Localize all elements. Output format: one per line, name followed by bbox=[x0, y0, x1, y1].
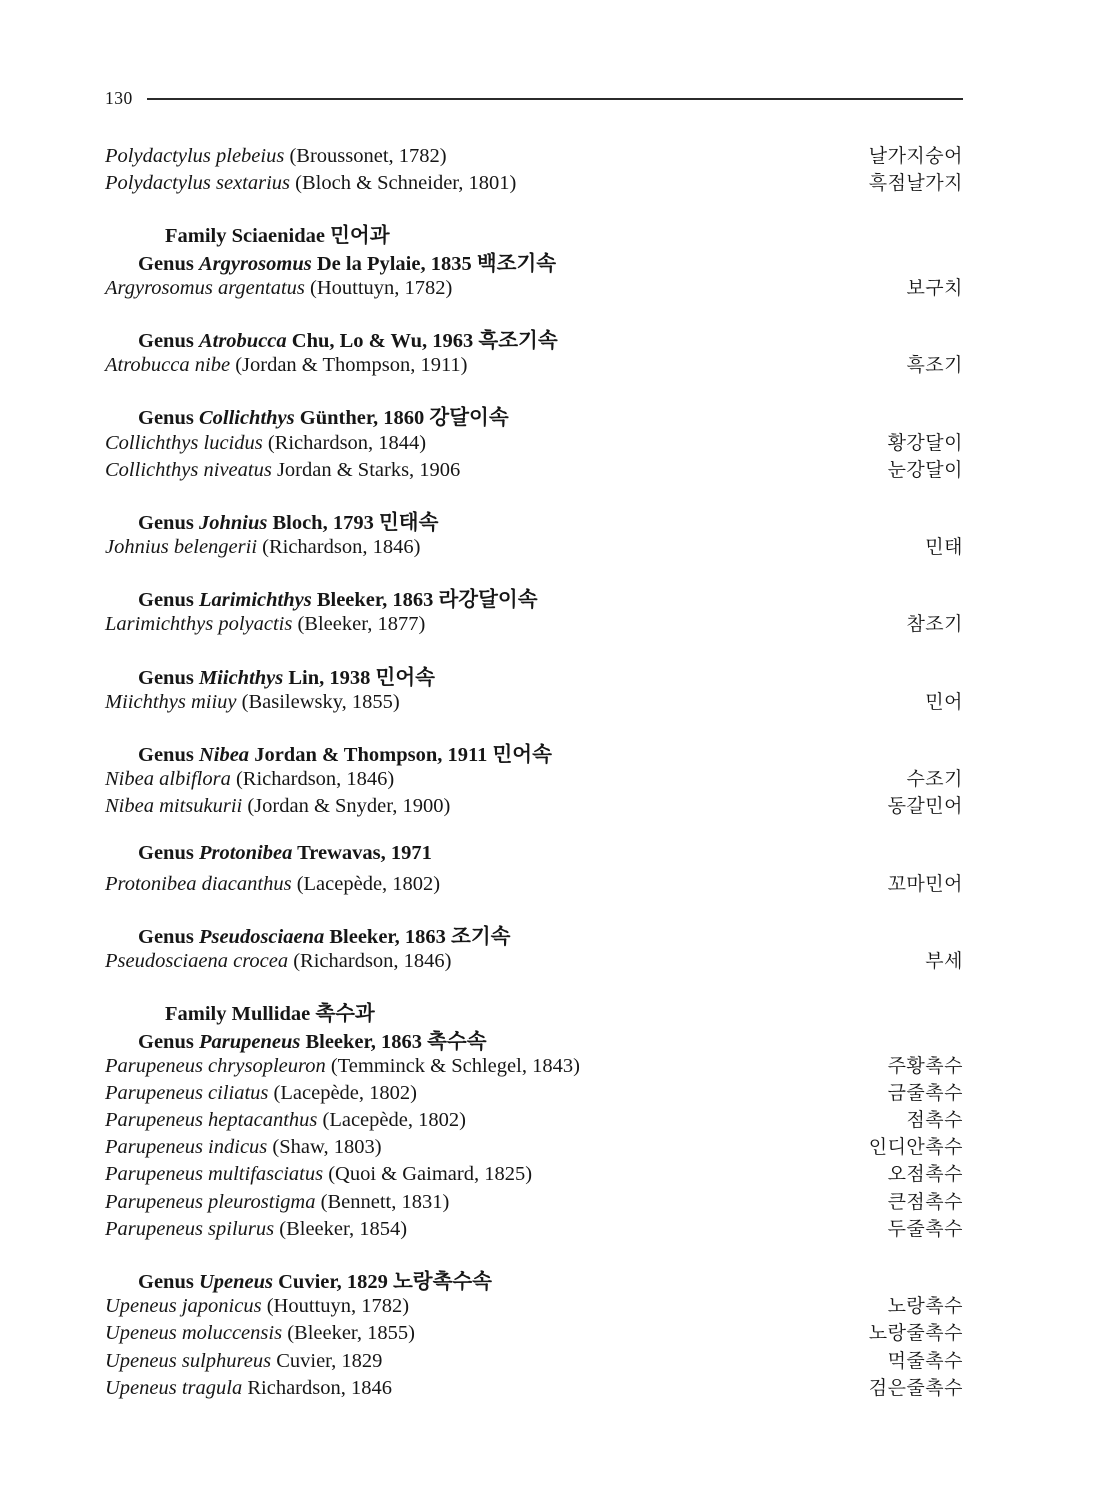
genus-name: Upeneus bbox=[198, 1271, 273, 1293]
author-year: (Shaw, 1803) bbox=[272, 1136, 382, 1159]
genus-author-korean: Chu, Lo & Wu, 1963 흑조기속 bbox=[291, 329, 558, 352]
species-name bbox=[105, 1218, 407, 1241]
species-row bbox=[105, 455, 963, 482]
species-row bbox=[105, 764, 963, 791]
genus-name: Johnius bbox=[198, 511, 268, 534]
genus-header-row bbox=[105, 400, 963, 430]
korean-name: 인디안촉수 bbox=[868, 1137, 963, 1159]
scientific-name: Collichthys lucidus bbox=[105, 431, 263, 454]
genus-prefix: Genus bbox=[138, 329, 194, 352]
genus-author-korean: Günther, 1860 강달이속 bbox=[299, 407, 509, 430]
genus-header-row bbox=[105, 1024, 963, 1051]
family-heading: Family Mullidae 촉수과 bbox=[165, 1003, 375, 1026]
species-row bbox=[105, 946, 963, 973]
author-year: (Bleeker, 1877) bbox=[297, 613, 426, 636]
genus-heading bbox=[105, 582, 538, 612]
scientific-name: Parupeneus chrysopleuron bbox=[105, 1054, 326, 1077]
author-year: (Houttuyn, 1782) bbox=[310, 276, 453, 299]
genus-author-korean: De la Pylaie, 1835 백조기속 bbox=[316, 252, 557, 275]
species-name bbox=[105, 950, 452, 973]
genus-heading bbox=[105, 400, 509, 430]
korean-name: 주황촉수 bbox=[887, 1055, 963, 1077]
genus-header-row bbox=[105, 246, 963, 273]
species-row bbox=[105, 1318, 963, 1345]
species-row bbox=[105, 1105, 963, 1132]
scientific-name: Pseudosciaena crocea bbox=[105, 950, 289, 973]
genus-name: Argyrosomus bbox=[198, 252, 312, 275]
species-row bbox=[105, 1078, 963, 1105]
genus-header-row bbox=[105, 323, 963, 350]
author-year: (Quoi & Gaimard, 1825) bbox=[328, 1163, 533, 1186]
species-name bbox=[105, 536, 420, 559]
genus-prefix: Genus bbox=[138, 252, 194, 275]
korean-name: 오점촉수 bbox=[887, 1164, 963, 1186]
genus-heading bbox=[105, 1264, 492, 1294]
genus-name: Pseudosciaena bbox=[198, 925, 325, 948]
species-name bbox=[105, 873, 440, 896]
author-year: (Lacepède, 1802) bbox=[273, 1081, 417, 1104]
korean-name: 점촉수 bbox=[906, 1110, 963, 1132]
genus-author-korean: Trewavas, 1971 bbox=[297, 841, 432, 864]
korean-name: 검은줄촉수 bbox=[868, 1377, 963, 1399]
genus-heading bbox=[105, 323, 558, 353]
korean-name: 눈강달이 bbox=[887, 459, 963, 481]
genus-heading bbox=[105, 737, 552, 767]
author-year: (Jordan & Thompson, 1911) bbox=[235, 354, 468, 377]
species-name bbox=[105, 432, 426, 455]
scientific-name: Upeneus japonicus bbox=[105, 1295, 262, 1318]
species-name bbox=[105, 691, 400, 714]
author-year: (Temminck & Schlegel, 1843) bbox=[330, 1054, 580, 1077]
scientific-name: Atrobucca nibe bbox=[105, 354, 231, 377]
genus-prefix: Genus bbox=[138, 841, 194, 864]
species-name bbox=[105, 1350, 382, 1373]
korean-name: 노랑촉수 bbox=[887, 1296, 963, 1318]
species-name bbox=[105, 795, 450, 818]
genus-author-korean: Cuvier, 1829 노랑촉수속 bbox=[278, 1271, 492, 1293]
author-year: (Lacepède, 1802) bbox=[322, 1109, 466, 1132]
species-row bbox=[105, 869, 963, 896]
species-row bbox=[105, 532, 963, 559]
author-year: (Richardson, 1846) bbox=[293, 950, 452, 973]
korean-name: 민태 bbox=[925, 537, 963, 559]
korean-name: 황강달이 bbox=[887, 432, 963, 454]
genus-name: Nibea bbox=[198, 744, 250, 766]
family-header-row bbox=[105, 218, 963, 248]
author-year: Cuvier, 1829 bbox=[276, 1349, 383, 1372]
genus-prefix: Genus bbox=[138, 589, 194, 612]
genus-name: Atrobucca bbox=[198, 329, 287, 352]
author-year: (Lacepède, 1802) bbox=[296, 872, 441, 895]
species-row bbox=[105, 609, 963, 636]
species-checklist bbox=[105, 141, 963, 1400]
species-name bbox=[105, 145, 447, 168]
scientific-name: Parupeneus pleurostigma bbox=[105, 1190, 316, 1213]
korean-name: 수조기 bbox=[906, 769, 963, 791]
genus-heading bbox=[105, 842, 432, 865]
species-name bbox=[105, 1322, 415, 1345]
species-row bbox=[105, 1373, 963, 1400]
scientific-name: Argyrosomus argentatus bbox=[105, 276, 305, 299]
genus-prefix: Genus bbox=[138, 925, 194, 948]
genus-author-korean: Bleeker, 1863 조기속 bbox=[329, 925, 511, 948]
genus-header-row bbox=[105, 842, 963, 869]
author-year: (Houttuyn, 1782) bbox=[266, 1295, 410, 1318]
scientific-name: Parupeneus heptacanthus bbox=[105, 1109, 318, 1132]
author-year: Jordan & Starks, 1906 bbox=[276, 458, 461, 481]
species-row bbox=[105, 1187, 963, 1214]
scientific-name: Parupeneus multifasciatus bbox=[105, 1163, 324, 1186]
genus-prefix: Genus bbox=[138, 666, 194, 689]
family-header-row bbox=[105, 996, 963, 1026]
scientific-name: Larimichthys polyactis bbox=[105, 613, 293, 636]
genus-author-korean: Bleeker, 1863 촉수속 bbox=[305, 1030, 487, 1053]
genus-prefix: Genus bbox=[138, 407, 194, 430]
korean-name: 큰점촉수 bbox=[887, 1191, 963, 1213]
species-row bbox=[105, 1051, 963, 1078]
genus-heading bbox=[105, 1024, 487, 1054]
genus-name: Collichthys bbox=[198, 407, 295, 430]
species-name bbox=[105, 613, 425, 636]
species-name bbox=[105, 1377, 392, 1400]
species-row bbox=[105, 168, 963, 195]
scientific-name: Johnius belengerii bbox=[105, 536, 258, 559]
genus-heading bbox=[105, 246, 556, 276]
scientific-name: Nibea mitsukurii bbox=[105, 795, 243, 818]
header-rule bbox=[147, 98, 963, 100]
genus-name: Protonibea bbox=[198, 841, 293, 864]
genus-name: Miichthys bbox=[198, 666, 284, 689]
species-row bbox=[105, 141, 963, 168]
species-row bbox=[105, 1346, 963, 1373]
genus-prefix: Genus bbox=[138, 1030, 194, 1053]
korean-name: 민어 bbox=[925, 691, 963, 713]
scientific-name: Upeneus sulphureus bbox=[105, 1349, 272, 1372]
species-name bbox=[105, 768, 394, 791]
genus-heading bbox=[105, 660, 435, 690]
korean-name: 흑조기 bbox=[906, 355, 963, 377]
author-year: (Jordan & Snyder, 1900) bbox=[247, 795, 451, 818]
author-year: (Bloch & Schneider, 1801) bbox=[295, 172, 517, 195]
scientific-name: Collichthys niveatus bbox=[105, 458, 272, 481]
scientific-name: Protonibea diacanthus bbox=[105, 872, 292, 895]
species-name bbox=[105, 1163, 532, 1186]
korean-name: 금줄촉수 bbox=[887, 1082, 963, 1104]
family-heading: Family Sciaenidae 민어과 bbox=[165, 225, 390, 248]
scientific-name: Upeneus tragula bbox=[105, 1376, 243, 1399]
author-year: (Bleeker, 1854) bbox=[279, 1217, 408, 1240]
scientific-name: Polydactylus plebeius bbox=[105, 145, 285, 167]
species-name bbox=[105, 459, 460, 482]
author-year: (Bennett, 1831) bbox=[320, 1190, 450, 1213]
genus-header-row bbox=[105, 582, 963, 612]
genus-prefix: Genus bbox=[138, 511, 194, 534]
species-name bbox=[105, 1191, 449, 1214]
species-name bbox=[105, 1082, 417, 1105]
species-name bbox=[105, 172, 516, 195]
page-number: 130 bbox=[105, 88, 133, 108]
author-year: Richardson, 1846 bbox=[247, 1376, 392, 1399]
genus-author-korean: Bloch, 1793 민태속 bbox=[272, 511, 439, 534]
scientific-name: Parupeneus ciliatus bbox=[105, 1081, 269, 1104]
species-name bbox=[105, 1295, 409, 1318]
genus-heading bbox=[105, 505, 438, 535]
genus-author-korean: Lin, 1938 민어속 bbox=[288, 666, 435, 689]
scientific-name: Parupeneus indicus bbox=[105, 1136, 268, 1159]
genus-author-korean: Bleeker, 1863 라강달이속 bbox=[316, 589, 538, 612]
korean-name: 두줄촉수 bbox=[887, 1218, 963, 1240]
genus-header-row bbox=[105, 919, 963, 946]
species-name bbox=[105, 1136, 382, 1159]
species-row bbox=[105, 1132, 963, 1159]
genus-author-korean: Jordan & Thompson, 1911 민어속 bbox=[254, 744, 552, 766]
scientific-name: Upeneus moluccensis bbox=[105, 1322, 283, 1345]
scientific-name: Miichthys miiuy bbox=[105, 690, 237, 713]
korean-name: 보구치 bbox=[906, 277, 963, 299]
scientific-name: Parupeneus spilurus bbox=[105, 1217, 275, 1240]
korean-name: 꼬마민어 bbox=[887, 873, 963, 895]
genus-name: Parupeneus bbox=[198, 1030, 301, 1053]
korean-name: 참조기 bbox=[906, 614, 963, 636]
species-name bbox=[105, 1055, 580, 1078]
genus-header-row bbox=[105, 505, 963, 532]
species-name bbox=[105, 1109, 466, 1132]
korean-name: 먹줄촉수 bbox=[887, 1350, 963, 1372]
korean-name: 흑점날가지 bbox=[868, 173, 963, 195]
genus-prefix: Genus bbox=[138, 1271, 194, 1293]
genus-name: Larimichthys bbox=[198, 589, 312, 612]
species-row bbox=[105, 687, 963, 714]
korean-name: 동갈민어 bbox=[887, 796, 963, 818]
genus-header-row bbox=[105, 660, 963, 687]
species-name bbox=[105, 354, 468, 377]
species-row bbox=[105, 1159, 963, 1186]
species-row bbox=[105, 273, 963, 300]
species-row bbox=[105, 1291, 963, 1318]
korean-name: 날가지숭어 bbox=[868, 146, 963, 167]
author-year: (Broussonet, 1782) bbox=[289, 145, 447, 167]
korean-name: 부세 bbox=[925, 951, 963, 973]
genus-heading bbox=[105, 919, 510, 949]
genus-header-row bbox=[105, 737, 963, 764]
author-year: (Basilewsky, 1855) bbox=[241, 690, 400, 713]
author-year: (Richardson, 1846) bbox=[235, 768, 395, 791]
species-row bbox=[105, 791, 963, 818]
species-name bbox=[105, 277, 452, 300]
scientific-name: Nibea albiflora bbox=[105, 768, 231, 791]
author-year: (Richardson, 1844) bbox=[267, 431, 427, 454]
korean-name: 노랑줄촉수 bbox=[868, 1323, 963, 1345]
genus-header-row bbox=[105, 1264, 963, 1291]
author-year: (Bleeker, 1855) bbox=[287, 1322, 416, 1345]
species-row bbox=[105, 350, 963, 377]
species-row bbox=[105, 1214, 963, 1241]
genus-prefix: Genus bbox=[138, 744, 194, 766]
author-year: (Richardson, 1846) bbox=[262, 536, 421, 559]
species-row bbox=[105, 428, 963, 455]
scientific-name: Polydactylus sextarius bbox=[105, 172, 291, 195]
page-header bbox=[105, 90, 963, 108]
